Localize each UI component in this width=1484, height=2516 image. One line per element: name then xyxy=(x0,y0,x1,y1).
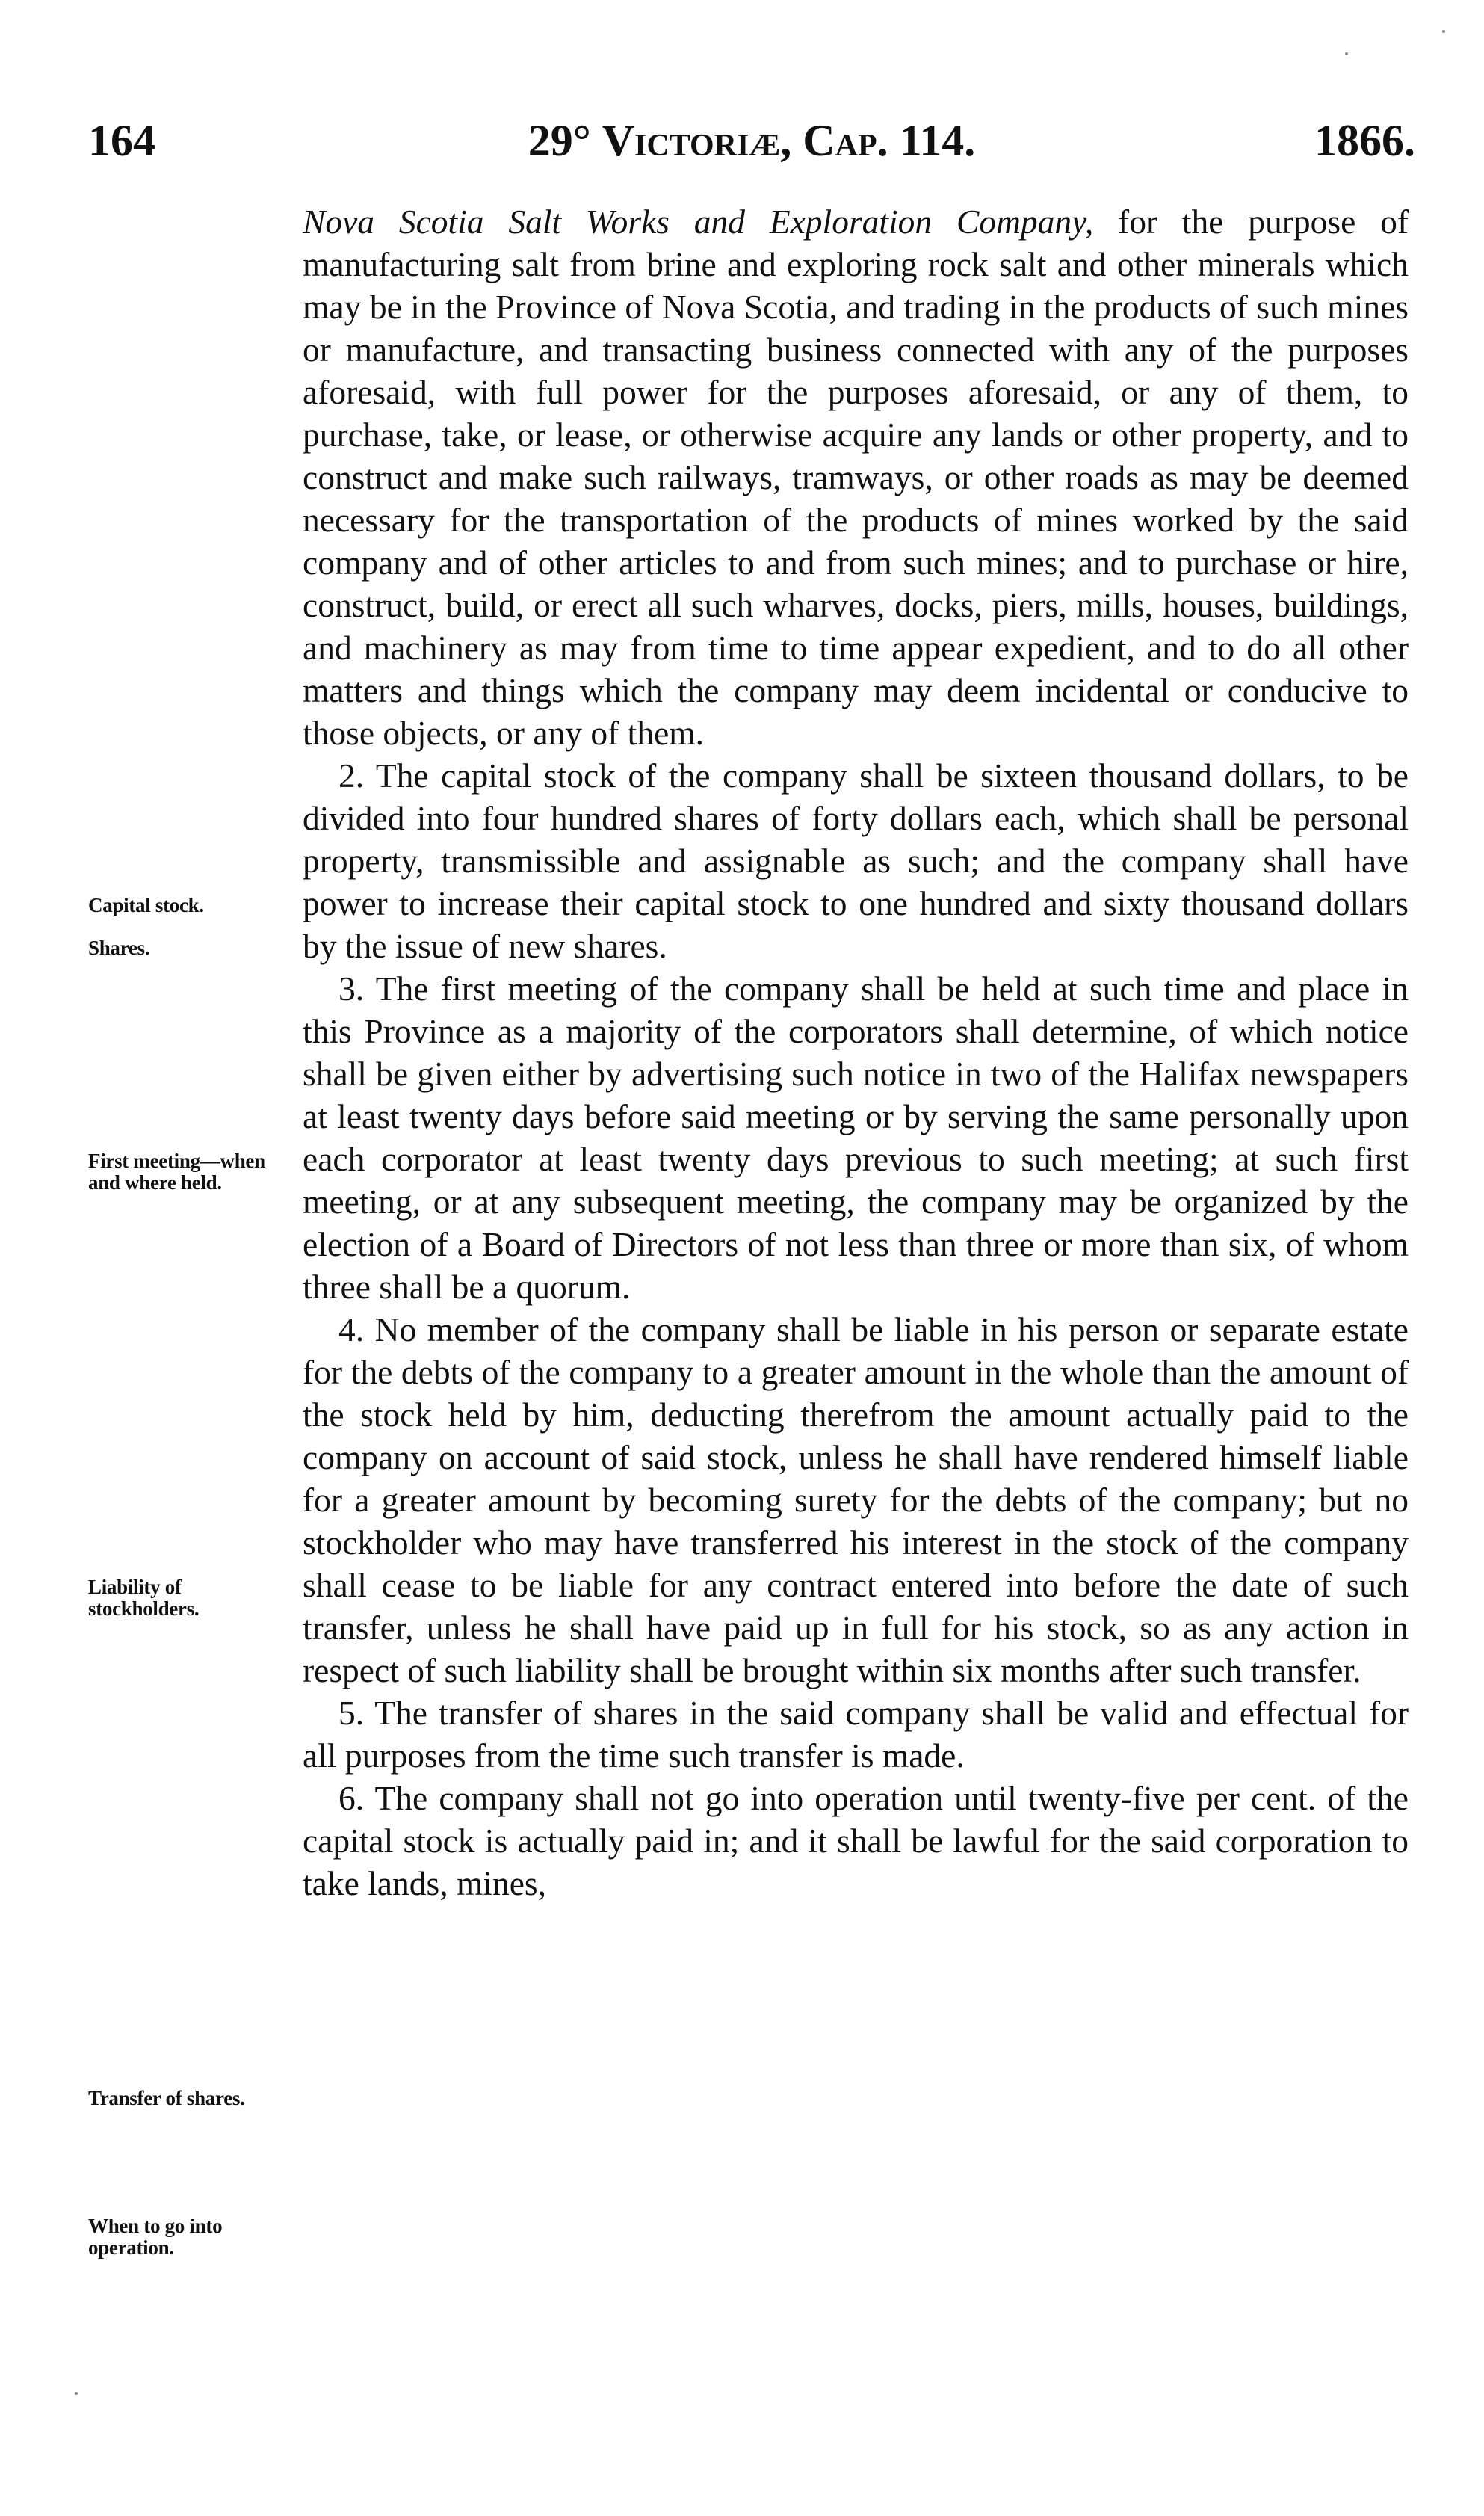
paragraph-intro-text: for the purpose of manufacturing salt from brine and exploring rock salt and other minerals which may be in the Province of Nova Scotia, and trading in the products of such mines or manufacture, and transacting business connected with any of the purposes aforesaid, with full power for the purposes aforesaid, or any of them, to purchase, take, or lease, or otherwise acquire any lands or other property, and to construct and make such railways, tramways, or other roads as may be deemed necessary for the transportation of the products of mines worked by the said company and of other articles to and from such mines; and to purchase or hire, construct, build, or erect all such wharves, docks, piers, mills, houses, buildings, and machinery as may from time to time appear expedient, and to do all other matters and things which the company may deem incidental or conducive to those objects, or any of them. xyxy=(303,203,1409,752)
section-6: 6. The company shall not go into operation until twenty-five per cent. of the capital stock is actually paid in; and it shall be lawful for the said corporation to take lands, mines, xyxy=(303,1779,1409,1902)
page-number: 164 xyxy=(88,116,155,165)
margin-note-shares: Shares. xyxy=(88,937,150,959)
margin-note-first-meeting: First meeting—when and where held. xyxy=(88,1150,265,1194)
section-2: 2. The capital stock of the company shall be sixteen thousand dollars, to be divided into four hundred shares of forty dollars each, which shall be personal property, transmissible and assignable as such; and the company shall have power to increase their capital stock to one hundred and sixty thousand dollars by the issue of new shares. xyxy=(303,756,1409,965)
margin-notes xyxy=(0,0,299,2516)
running-title-degree: ° xyxy=(572,116,591,165)
paper-speck xyxy=(75,2392,78,2395)
paper-speck xyxy=(1345,52,1348,55)
running-year: 1866. xyxy=(1314,116,1415,165)
margin-note-liability: Liability of stockholders. xyxy=(88,1576,200,1620)
company-name: Nova Scotia Salt Works and Exploration Company, xyxy=(303,203,1094,241)
section-5: 5. The transfer of shares in the said company shall be valid and effectual for all purposes from the time such transfer is made. xyxy=(303,1694,1409,1775)
section-3: 3. The first meeting of the company shall be held at such time and place in this Province as a majority of the corporators shall determine, of which notice shall be given either by advertising such notice in two of the Halifax newspapers at least twenty days before said meeting or by serving the same personally upon each corporator at least twenty days previous to such meeting; at such first meeting, or at any subsequent meeting, the company may be organized by the election of a Board of Directors of not less than three or more than six, of whom three shall be a quorum. xyxy=(303,969,1409,1306)
running-title-regnal-year: 29 xyxy=(528,116,573,165)
paper-speck xyxy=(1442,30,1445,33)
running-title-chapter: Victoriæ, Cap. 114. xyxy=(602,116,976,165)
body-text xyxy=(303,200,1409,1905)
margin-note-transfer: Transfer of shares. xyxy=(88,2087,245,2109)
paragraph-intro xyxy=(303,200,1409,754)
margin-note-capital-stock: Capital stock. xyxy=(88,894,204,916)
margin-note-operation: When to go into operation. xyxy=(88,2215,223,2259)
section-4: 4. No member of the company shall be liable in his person or separate estate for the debts of the company to a greater amount in the whole than the amount of the stock held by him, deducting therefrom the amount actually paid to the company on account of said stock, unless he shall have rendered himself liable for a greater amount by becoming surety for the debts of the company; but no stockholder who may have transferred his interest in the stock of the company shall cease to be liable for any contract entered into before the date of such transfer, unless he shall have paid up in full for his stock, so as any action in respect of such liability shall be brought within six months after such transfer. xyxy=(303,1310,1409,1689)
